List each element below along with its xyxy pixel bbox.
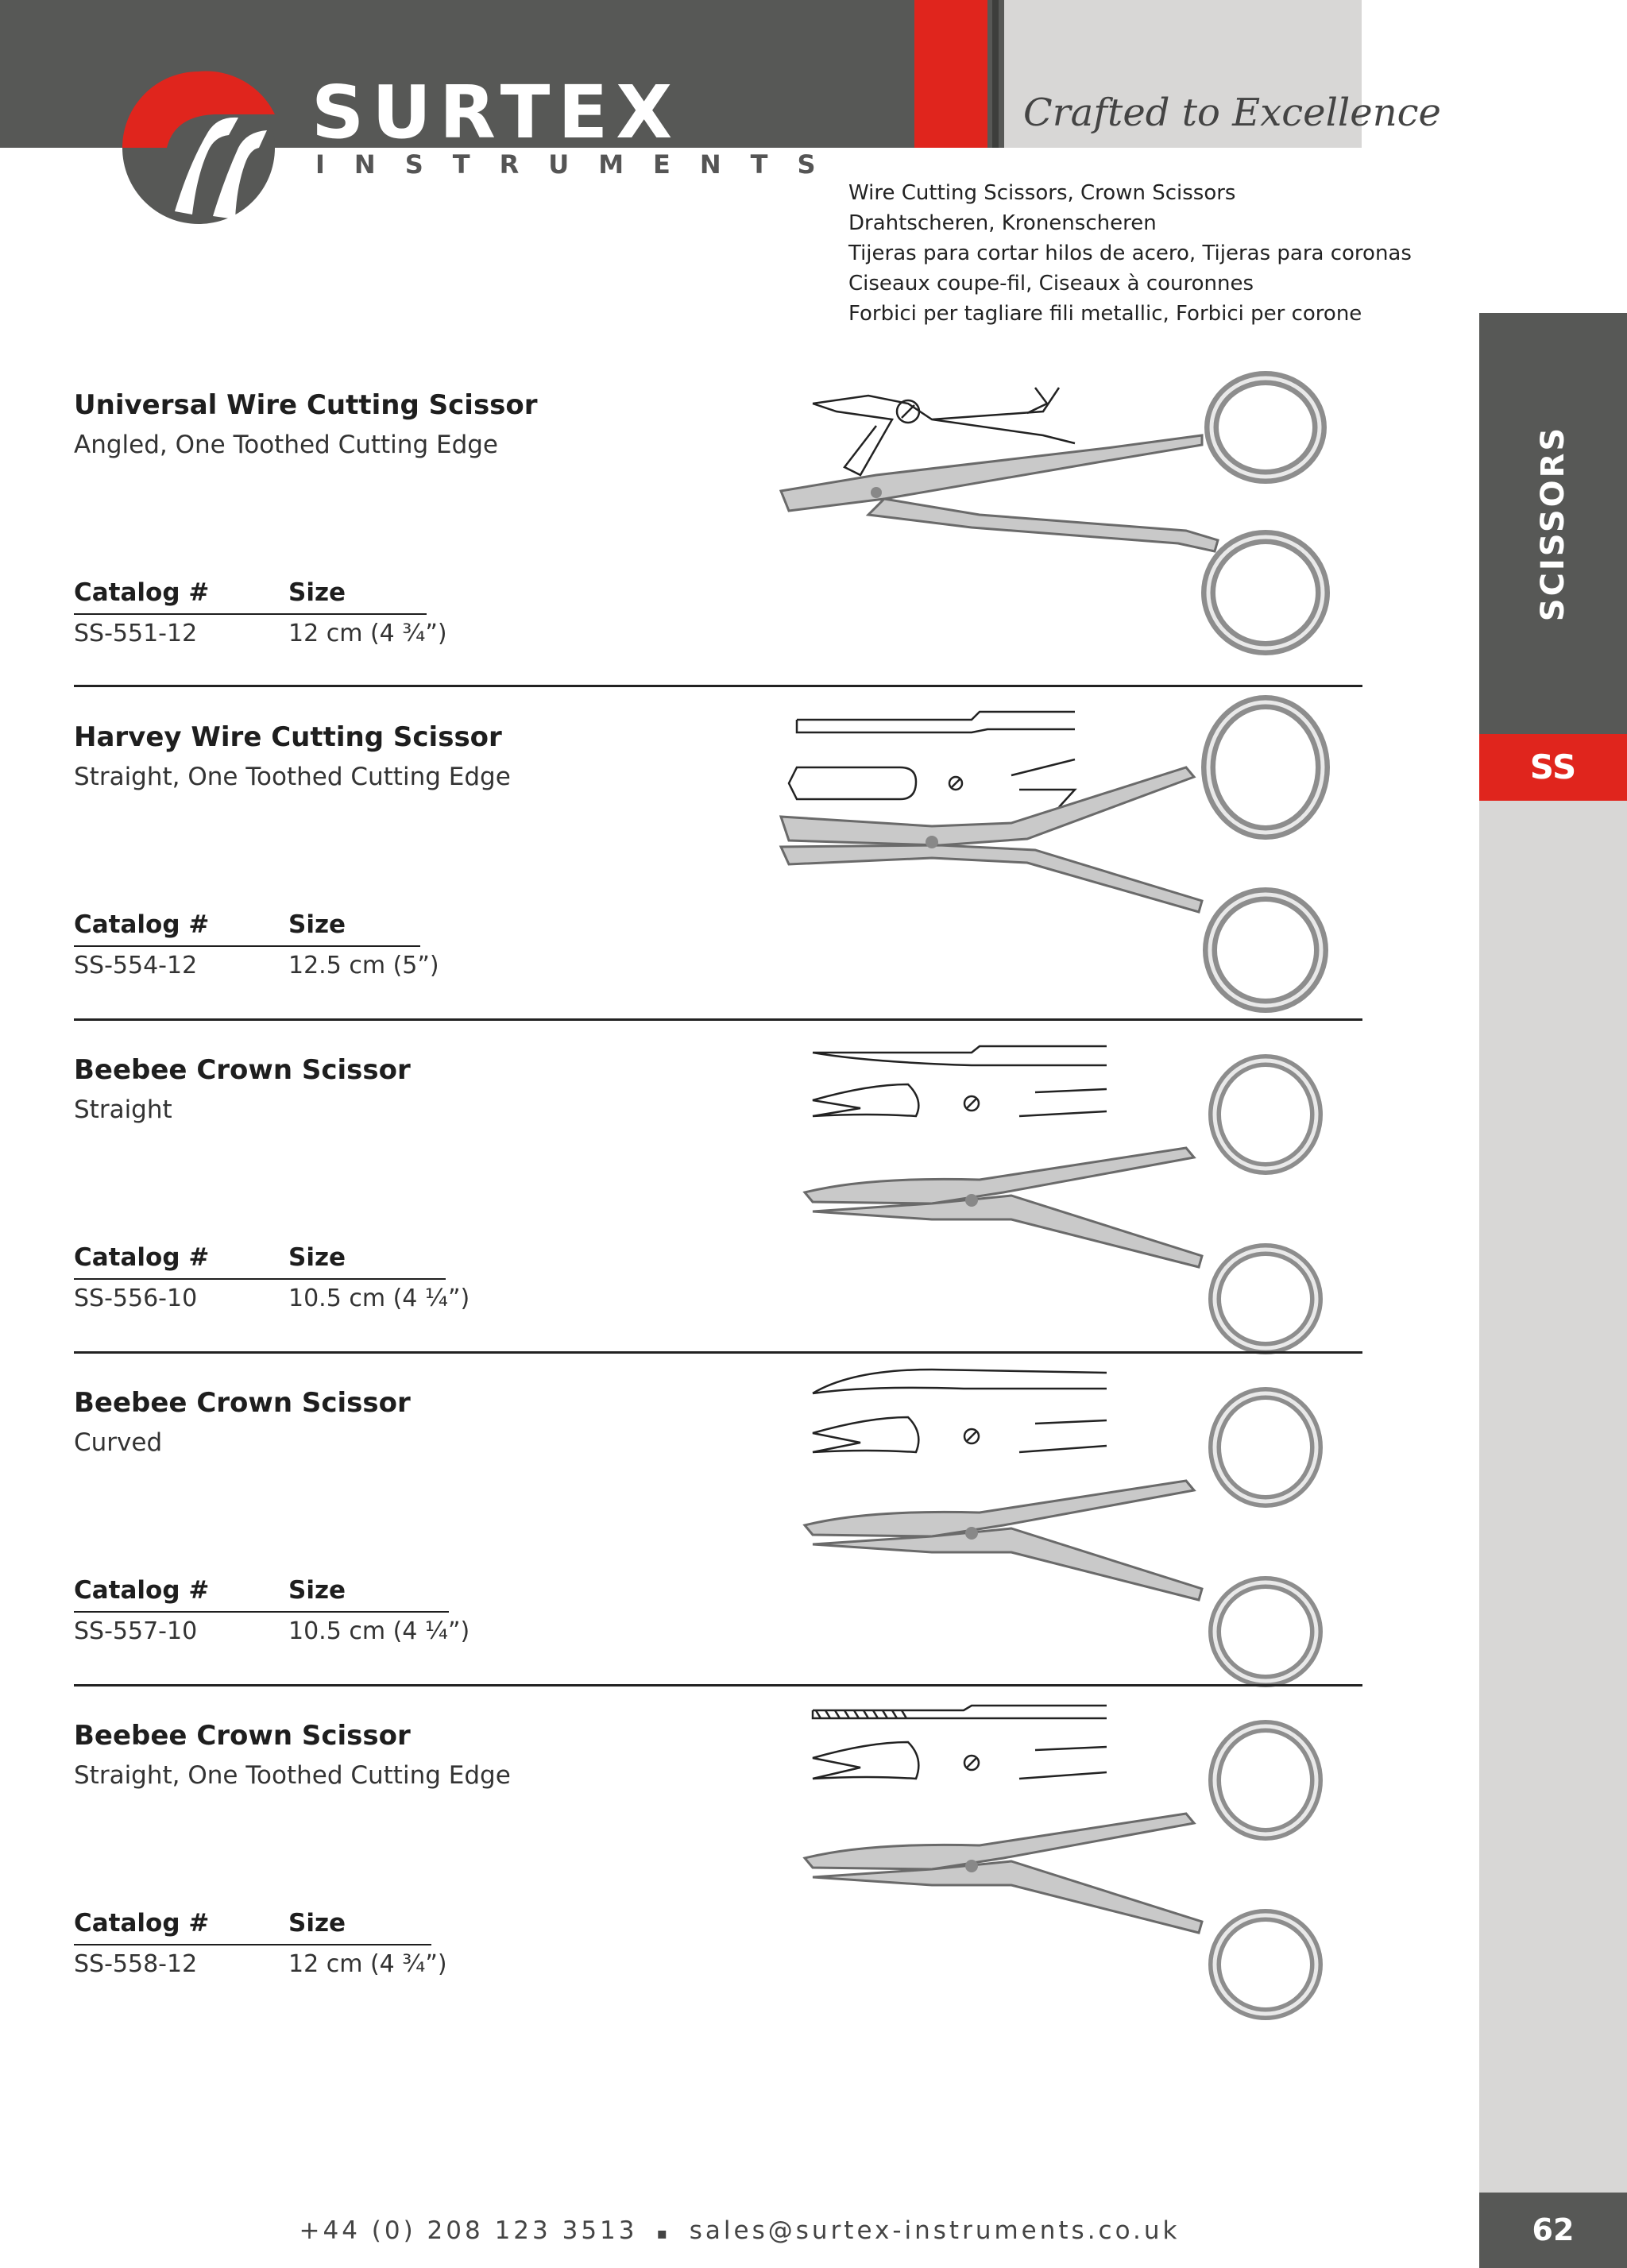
catalog-number: SS-558-12 (74, 1950, 198, 1978)
straight-wire-scissor-icon (773, 688, 1361, 1022)
page-number: 62 (1479, 2193, 1627, 2268)
catalog-header: Catalog # (74, 1909, 210, 1938)
product-title: Beebee Crown Scissor (74, 1054, 411, 1086)
size-header: Size (288, 1909, 346, 1938)
catalog-header: Catalog # (74, 1576, 210, 1605)
intro-line: Tijeras para cortar hilos de acero, Tijeras para coronas (848, 241, 1412, 265)
angled-wire-scissor-icon (773, 356, 1361, 690)
product-subtitle: Straight (74, 1095, 172, 1124)
product-title: Universal Wire Cutting Scissor (74, 389, 538, 421)
catalog-number: SS-556-10 (74, 1285, 198, 1312)
crown-scissor-curved-icon (773, 1354, 1361, 1687)
size-header: Size (288, 1243, 346, 1272)
product-subtitle: Angled, One Toothed Cutting Edge (74, 431, 498, 459)
header-stripe-dark (992, 0, 999, 148)
spec-rule (74, 1278, 446, 1280)
brand-tagline: Crafted to Excellence (1023, 91, 1441, 135)
product-entry (74, 389, 1362, 721)
product-subtitle: Curved (74, 1428, 163, 1457)
intro-line: Wire Cutting Scissors, Crown Scissors (848, 181, 1236, 205)
size-header: Size (288, 578, 346, 607)
intro-line: Forbici per tagliare fili metallic, Forbici per corone (848, 302, 1362, 326)
spec-rule (74, 1944, 431, 1945)
product-entry (74, 721, 1362, 1053)
sidebar-section-code: SS (1479, 734, 1627, 801)
product-subtitle: Straight, One Toothed Cutting Edge (74, 763, 511, 791)
intro-line: Drahtscheren, Kronenscheren (848, 211, 1157, 235)
catalog-number: SS-551-12 (74, 620, 198, 647)
spec-rule (74, 945, 420, 947)
sidebar-section-text: SCISSORS (1535, 425, 1571, 622)
product-subtitle: Straight, One Toothed Cutting Edge (74, 1761, 511, 1790)
product-entry (74, 1387, 1362, 1719)
product-entry (74, 1054, 1362, 1386)
product-size: 12.5 cm (5”) (288, 952, 439, 979)
product-title: Beebee Crown Scissor (74, 1387, 411, 1419)
catalog-header: Catalog # (74, 910, 210, 939)
size-header: Size (288, 1576, 346, 1605)
catalog-number: SS-557-10 (74, 1617, 198, 1645)
crown-scissor-toothed-icon (773, 1687, 1361, 2020)
footer-separator: ▪ (656, 2224, 671, 2243)
sidebar-section-label (1479, 313, 1627, 734)
product-title: Harvey Wire Cutting Scissor (74, 721, 502, 753)
spec-rule (74, 1611, 449, 1613)
brand-subtitle: INSTRUMENTS (315, 149, 845, 180)
email-link[interactable]: sales@surtex-instruments.co.uk (689, 2216, 1181, 2245)
catalog-header: Catalog # (74, 578, 210, 607)
section-divider (74, 685, 1362, 687)
product-size: 10.5 cm (4 ¼”) (288, 1617, 470, 1645)
product-size: 12 cm (4 ¾”) (288, 620, 447, 647)
product-entry (74, 1720, 1362, 2052)
crown-scissor-straight-icon (773, 1021, 1361, 1354)
intro-line: Ciseaux coupe-fil, Ciseaux à couronnes (848, 272, 1254, 296)
surtex-logo-icon (119, 68, 278, 227)
phone-number[interactable]: +44 (0) 208 123 3513 (299, 2216, 638, 2245)
product-size: 12 cm (4 ¾”) (288, 1950, 447, 1978)
brand-name: SURTEX (311, 70, 681, 155)
product-title: Beebee Crown Scissor (74, 1720, 411, 1752)
sidebar-filler (1479, 801, 1627, 2193)
contact-footer (0, 2216, 1479, 2245)
header-stripe-red (914, 0, 987, 148)
size-header: Size (288, 910, 346, 939)
product-size: 10.5 cm (4 ¼”) (288, 1285, 470, 1312)
catalog-header: Catalog # (74, 1243, 210, 1272)
intro-translations (848, 178, 1412, 329)
catalog-number: SS-554-12 (74, 952, 198, 979)
spec-rule (74, 613, 427, 615)
